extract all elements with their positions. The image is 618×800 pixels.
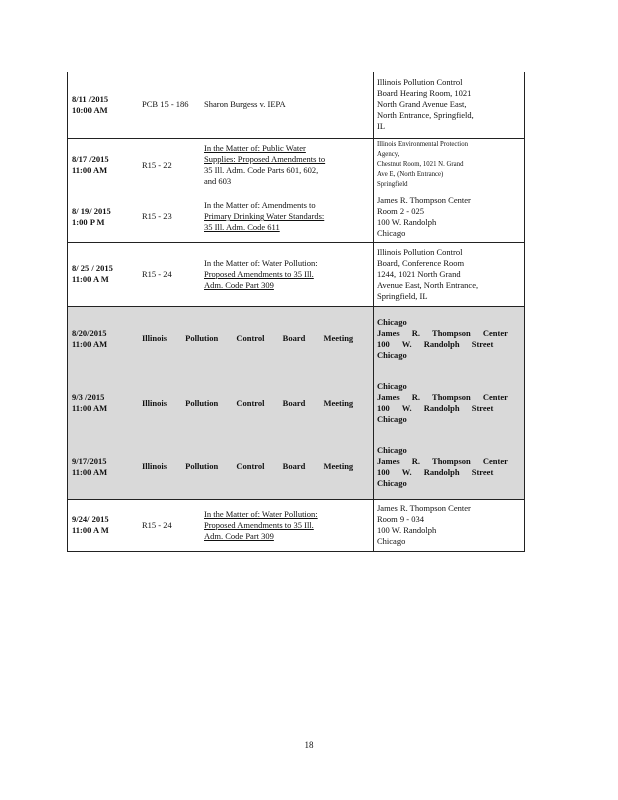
date-cell (68, 192, 140, 242)
case-title (201, 192, 374, 242)
date-cell (68, 499, 140, 551)
location-line: Springfield (377, 181, 408, 189)
date-text: 8/ 25 / 2015 (72, 263, 113, 273)
location-line: IL (377, 121, 386, 132)
location-line: Board Hearing Room, 1021 (377, 88, 472, 99)
location-line: 100 W. Randolph Street (377, 403, 494, 413)
case-title (201, 499, 374, 551)
case-title: Sharon Burgess v. IEPA (204, 99, 286, 110)
location-line: Chicago (377, 444, 407, 455)
date-text: 8/11 /2015 (72, 93, 109, 104)
date-text: 9/24/ 2015 (72, 514, 109, 524)
table-row (68, 242, 525, 306)
date-text: 9/3 /2015 (72, 392, 105, 402)
location-line: Chicago (377, 227, 406, 238)
title-line: Proposed Amendments to 35 Ill. (204, 268, 314, 279)
title-line: In the Matter of: Water Pollution: (204, 508, 318, 519)
date-text: 8/ 19/ 2015 (72, 205, 111, 216)
table-row (68, 435, 525, 499)
date-cell (68, 242, 140, 306)
title-line: In the Matter of: Public Water (204, 143, 306, 154)
case-number: PCB 15 - 186 (142, 99, 189, 110)
location-line: Agency, (377, 151, 400, 159)
case-number: R15 - 24 (139, 242, 201, 306)
title-line: 35 Ill. Adm. Code 611 (204, 222, 280, 233)
date-cell (68, 435, 140, 499)
location-cell (374, 138, 525, 192)
location-line: Ave E, (North Entrance) (377, 171, 444, 179)
table-row (68, 499, 525, 551)
location-cell (374, 192, 525, 242)
table-row (68, 371, 525, 435)
location-line: North Entrance, Springfield, (377, 110, 474, 121)
location-line: Illinois Pollution Control (377, 77, 463, 88)
meeting-title: Illinois Pollution Control Board Meeting (139, 371, 374, 435)
location-line: James R. Thompson Center (377, 455, 508, 466)
location-line: 100 W. Randolph Street (377, 338, 494, 349)
case-number: R15 - 23 (142, 211, 172, 222)
location-line: James R. Thompson Center (377, 327, 508, 338)
location-cell (374, 72, 525, 138)
location-line: Room 2 - 025 (377, 205, 424, 216)
hearing-schedule-table (67, 72, 525, 552)
date-text: 9/17/2015 (72, 455, 107, 466)
title-line: Supplies: Proposed Amendments to (204, 154, 326, 165)
time-text: 11:00 AM (72, 466, 108, 477)
location-line: 100 W. Randolph Street (377, 466, 494, 477)
time-text: 11:00 AM (72, 165, 108, 176)
location-line: Chicago (377, 414, 407, 424)
location-line: James R. Thompson Center (377, 194, 471, 205)
title-line: Primary Drinking Water Standards: (204, 211, 325, 222)
location-line: Chicago (377, 477, 407, 488)
location-line: Board, Conference Room (377, 257, 465, 268)
location-cell (374, 242, 525, 306)
time-text: 11:00 AM (72, 403, 108, 413)
location-line: Room 9 - 034 (377, 514, 424, 524)
title-line: Adm. Code Part 309 (204, 530, 274, 541)
date-cell (68, 306, 140, 371)
location-line: Chicago (377, 349, 407, 360)
title-line: Adm. Code Part 309 (204, 279, 274, 290)
title-line: In the Matter of: Water Pollution: (204, 257, 318, 268)
time-text: 11:00 A M (72, 274, 109, 284)
date-cell (68, 371, 140, 435)
case-title (201, 242, 374, 306)
meeting-title: Illinois Pollution Control Board Meeting (139, 306, 374, 371)
location-line: 100 W. Randolph (377, 525, 437, 535)
title-line: and 603 (204, 176, 232, 187)
location-line: Avenue East, North Entrance, (377, 279, 479, 290)
location-line: James R. Thompson Center (377, 392, 508, 402)
date-text: 8/20/2015 (72, 327, 107, 338)
location-line: Illinois Environmental Protection (377, 141, 468, 149)
time-text: 10:00 AM (72, 104, 108, 115)
time-text: 1:00 P M (72, 216, 105, 227)
location-cell (374, 371, 525, 435)
table-row (68, 192, 525, 242)
table-row (68, 138, 525, 192)
location-line: James R. Thompson Center (377, 503, 471, 513)
location-line: Chicago (377, 316, 407, 327)
location-line: North Grand Avenue East, (377, 99, 467, 110)
location-line: Springfield, IL (377, 290, 428, 301)
location-line: Chicago (377, 536, 406, 546)
meeting-title: Illinois Pollution Control Board Meeting (139, 435, 374, 499)
location-line: Chicago (377, 381, 407, 391)
title-line: 35 Ill. Adm. Code Parts 601, 602, (204, 165, 319, 176)
time-text: 11:00 AM (72, 338, 108, 349)
location-line: Chestnut Room, 1021 N. Grand (377, 161, 464, 169)
case-number: R15 - 24 (139, 499, 201, 551)
location-line: 100 W. Randolph (377, 216, 437, 227)
title-line: In the Matter of: Amendments to (204, 200, 316, 211)
case-number: R15 - 22 (139, 138, 201, 192)
location-line: 1244, 1021 North Grand (377, 268, 461, 279)
page-number: 18 (304, 740, 314, 750)
location-cell (374, 499, 525, 551)
date-text: 8/17 /2015 (72, 154, 109, 165)
time-text: 11:00 A M (72, 525, 109, 535)
case-title (201, 138, 374, 192)
location-cell (374, 435, 525, 499)
title-line: Proposed Amendments to 35 Ill. (204, 519, 314, 530)
location-cell (374, 306, 525, 371)
date-cell (68, 138, 140, 192)
table-row (68, 72, 525, 138)
date-cell (68, 72, 140, 138)
table-row (68, 306, 525, 371)
location-line: Illinois Pollution Control (377, 246, 463, 257)
